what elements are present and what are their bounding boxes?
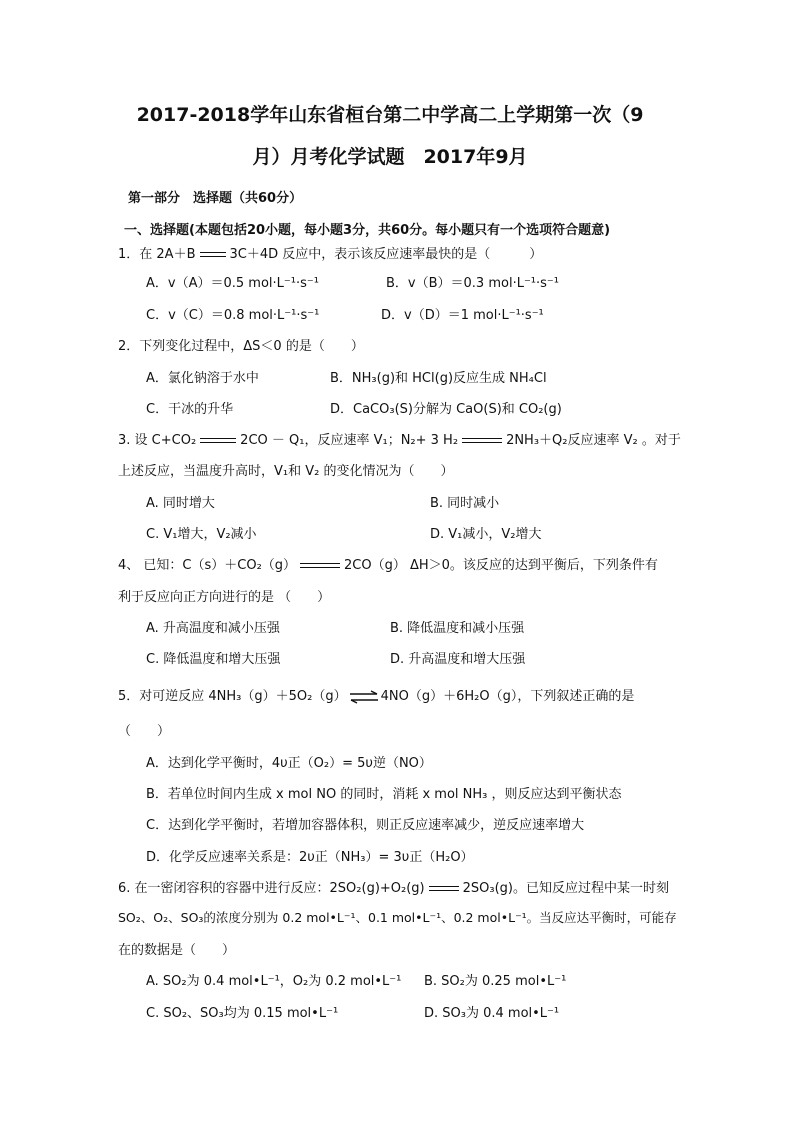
q2-option-c: C．干冰的升华	[146, 402, 234, 417]
q3-stem-part2: 2CO － Q₁，反应速率 V₁；N₂+ 3 H₂	[240, 433, 459, 448]
q2-option-a: A．氯化钠溶于水中	[146, 371, 259, 386]
q3-stem-line2: 上述反应，当温度升高时，V₁和 V₂ 的变化情况为（ ）	[118, 464, 454, 479]
q6-stem-line3: 在的数据是（ ）	[118, 943, 236, 958]
q5-option-b: B．若单位时间内生成 x mol NO 的同时，消耗 x mol NH₃ ，则反应达到平衡状态	[146, 787, 622, 802]
equilibrium-arrow-icon	[200, 250, 226, 260]
q6-option-c: C. SO₂、SO₃均为 0.15 mol•L⁻¹	[146, 1006, 339, 1021]
page-title-line1: 2017-2018学年山东省桓台第二中学高二上学期第一次（9	[136, 104, 644, 126]
part-heading: 第一部分 选择题（共60分）	[128, 191, 303, 206]
q3-option-b: B. 同时减小	[430, 496, 500, 511]
q5-stem-line2: （ ）	[118, 724, 171, 739]
q4-option-a: A. 升高温度和减小压强	[146, 621, 280, 636]
q1-stem-part2: 3C＋4D 反应中，表示该反应速率最快的是（ ）	[229, 247, 543, 262]
equilibrium-arrow-icon	[300, 561, 340, 571]
q3-stem-line1	[118, 429, 681, 448]
q6-stem-part2: 2SO₃(g)。已知反应过程中某一时刻	[462, 881, 670, 896]
q1-option-a: A．v（A）＝0.5 mol·L⁻¹·s⁻¹	[146, 276, 319, 291]
reversible-arrow-icon	[349, 690, 379, 704]
q5-stem-part1: 5．对可逆反应 4NH₃（g）＋5O₂（g）	[118, 689, 347, 704]
q4-option-b: B. 降低温度和减小压强	[390, 621, 525, 636]
equilibrium-arrow-icon	[462, 436, 502, 446]
q4-stem-line2: 利于反应向正方向进行的是 （ ）	[118, 590, 331, 605]
q3-option-a: A. 同时增大	[146, 496, 215, 511]
equilibrium-arrow-icon	[200, 436, 236, 446]
q4-stem-line1	[118, 554, 658, 573]
q5-stem-part2: 4NO（g）＋6H₂O（g），下列叙述正确的是	[380, 689, 635, 704]
q1-option-d: D．v（D）＝1 mol·L⁻¹·s⁻¹	[381, 308, 544, 323]
section-heading: 一、选择题(本题包括20小题，每小题3分，共60分。每小题只有一个选项符合题意)	[124, 223, 611, 238]
q1-option-b: B．v（B）＝0.3 mol·L⁻¹·s⁻¹	[386, 276, 559, 291]
q6-stem-part1: 6. 在一密闭容积的容器中进行反应：2SO₂(g)+O₂(g)	[118, 881, 425, 896]
q4-stem-part1: 4、 已知：C（s）＋CO₂（g）	[118, 558, 297, 573]
q1-stem-part1: 1．在 2A＋B	[118, 247, 196, 262]
q4-option-c: C. 降低温度和增大压强	[146, 652, 281, 667]
q2-option-d: D．CaCO₃(S)分解为 CaO(S)和 CO₂(g)	[330, 402, 562, 417]
q3-option-d: D. V₁减小，V₂增大	[430, 527, 542, 542]
q5-option-d: D．化学反应速率关系是：2υ正（NH₃）= 3υ正（H₂O）	[146, 850, 474, 865]
q1-option-c: C．v（C）＝0.8 mol·L⁻¹·s⁻¹	[146, 308, 320, 323]
q5-stem-line1	[118, 685, 634, 704]
q6-option-a: A. SO₂为 0.4 mol•L⁻¹，O₂为 0.2 mol•L⁻¹	[146, 974, 402, 989]
q6-stem-line2: SO₂、O₂、SO₃的浓度分别为 0.2 mol•L⁻¹、0.1 mol•L⁻¹、0.2 mol•L⁻¹。当反应达平衡时，可能存	[118, 910, 677, 925]
equilibrium-arrow-icon	[429, 884, 459, 894]
q1-stem	[118, 243, 542, 262]
q6-stem-line1	[118, 877, 669, 896]
q3-option-c: C. V₁增大，V₂减小	[146, 527, 257, 542]
q3-stem-part1: 3. 设 C+CO₂	[118, 433, 197, 448]
q2-option-b: B．NH₃(g)和 HCl(g)反应生成 NH₄Cl	[330, 371, 547, 386]
q6-option-b: B. SO₂为 0.25 mol•L⁻¹	[424, 974, 567, 989]
q4-stem-part2: 2CO（g） ΔH＞0。该反应的达到平衡后，下列条件有	[344, 558, 658, 573]
page-title-line2: 月）月考化学试题 2017年9月	[252, 146, 528, 168]
q6-option-d: D. SO₃为 0.4 mol•L⁻¹	[424, 1006, 560, 1021]
q2-stem: 2．下列变化过程中，ΔS＜0 的是（ ）	[118, 339, 364, 354]
q5-option-a: A．达到化学平衡时，4υ正（O₂）= 5υ逆（NO）	[146, 756, 432, 771]
q4-option-d: D. 升高温度和增大压强	[390, 652, 526, 667]
q3-stem-part3: 2NH₃＋Q₂反应速率 V₂ 。对于	[506, 433, 681, 448]
q5-option-c: C．达到化学平衡时，若增加容器体积，则正反应速率减少，逆反应速率增大	[146, 818, 585, 833]
